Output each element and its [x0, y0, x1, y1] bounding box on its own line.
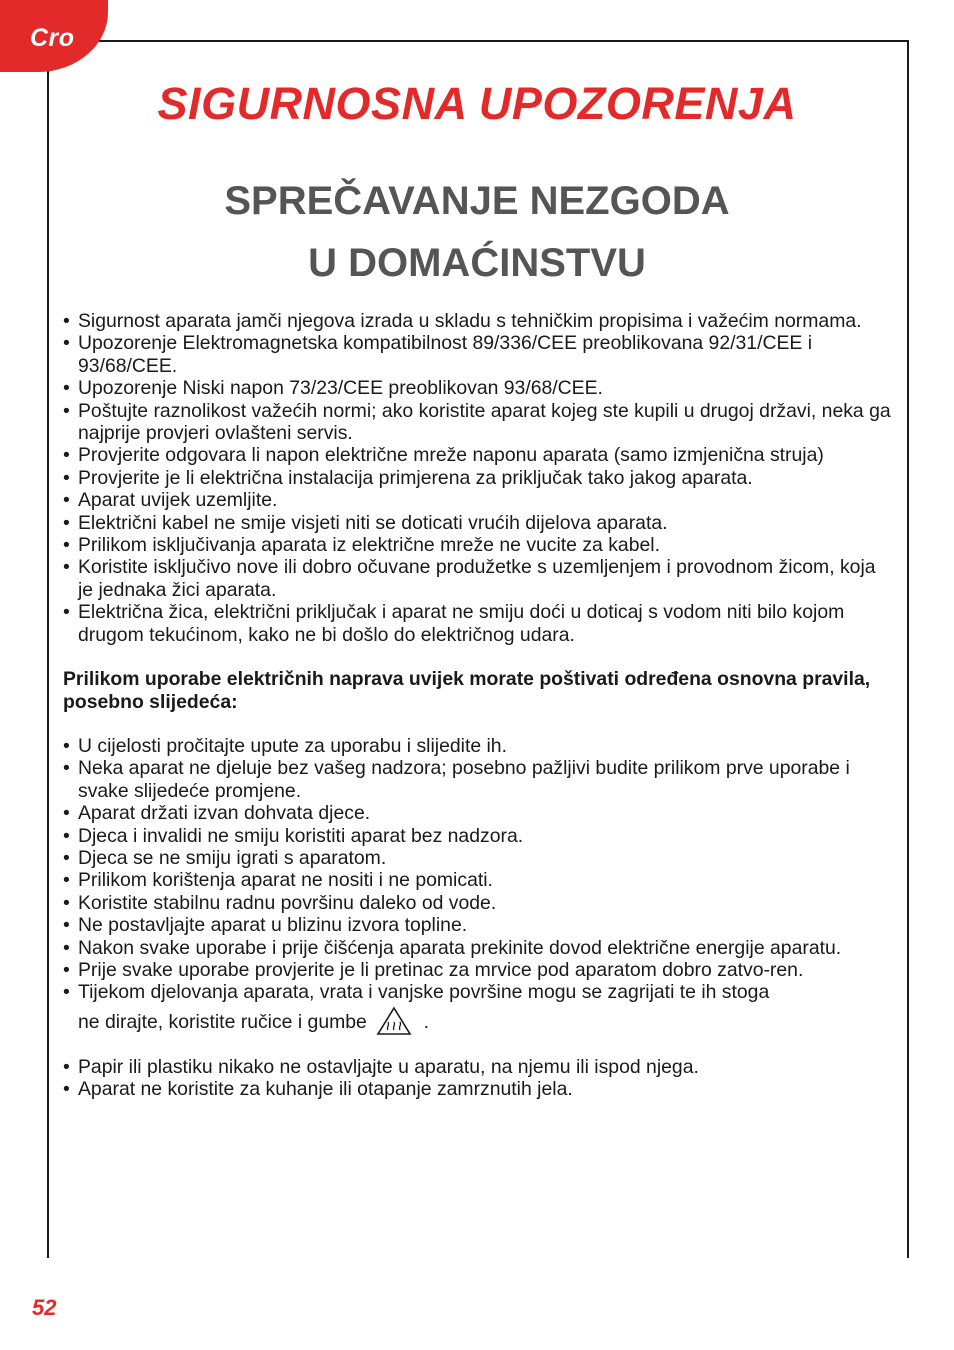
page-number: 52 — [32, 1295, 57, 1320]
section-subtitle — [0, 170, 954, 294]
list-item: • Električna žica, električni priključak i aparat ne smiju doći u doticaj s vodom niti bilo kojom drugom tekućinom, kako ne bi došlo do električnog udara. — [63, 601, 893, 646]
document-body — [63, 310, 893, 1101]
list-item: • Prije svake uporabe provjerite je li pretinac za mrvice pod aparatom dobro zatvo-ren. — [63, 959, 893, 981]
list-item: • Djeca i invalidi ne smiju koristiti aparat bez nadzora. — [63, 825, 893, 847]
hot-warning-end: . — [423, 1010, 430, 1033]
list-item: • Električni kabel ne smije visjeti niti se doticati vrućih dijelova aparata. — [63, 512, 893, 534]
list-item: • Aparat ne koristite za kuhanje ili otapanje zamrznutih jela. — [63, 1078, 893, 1100]
list-item: • Papir ili plastiku nikako ne ostavljajte u aparatu, na njemu ili ispod njega. — [63, 1056, 893, 1078]
list-item: • Provjerite je li električna instalacija primjerena za priključak tako jakog aparata. — [63, 467, 893, 489]
list-item: • Aparat uvijek uzemljite. — [63, 489, 893, 511]
list-item: • Djeca se ne smiju igrati s aparatom. — [63, 847, 893, 869]
list-item: • Prilikom korištenja aparat ne nositi i ne pomicati. — [63, 869, 893, 891]
list-item: • Aparat držati izvan dohvata djece. — [63, 802, 893, 824]
list-item: • U cijelosti pročitajte upute za uporabu i slijedite ih. — [63, 735, 893, 757]
list-item: • Ne postavljajte aparat u blizinu izvora topline. — [63, 914, 893, 936]
list-item: • Prilikom isključivanja aparata iz električne mreže ne vucite za kabel. — [63, 534, 893, 556]
list-item: • Nakon svake uporabe i prije čišćenja aparata prekinite dovod električne energije aparatu. — [63, 937, 893, 959]
list-item-hot-surface — [63, 981, 893, 1047]
usage-rules-intro: Prilikom uporabe električnih naprava uvijek morate poštivati određena osnovna pravila, posebno slijedeća: — [63, 668, 871, 713]
language-label: Cro — [30, 24, 75, 52]
safety-list-usage — [63, 735, 893, 1048]
list-item: • Koristite stabilnu radnu površinu daleko od vode. — [63, 892, 893, 914]
safety-list-general — [63, 310, 893, 646]
subtitle-line-2: U DOMAĆINSTVU — [308, 241, 646, 285]
list-item: • Upozorenje Niski napon 73/23/CEE preoblikovan 93/68/CEE. — [63, 377, 893, 399]
page-title: SIGURNOSNA UPOZORENJA — [157, 78, 797, 129]
hot-warning-line-1: Tijekom djelovanja aparata, vrata i vanjske površine mogu se zagrijati te ih stoga — [78, 981, 770, 1004]
safety-list-final — [63, 1056, 893, 1101]
hot-warning-line-2: ne dirajte, koristite ručice i gumbe — [78, 1010, 367, 1033]
list-item: • Provjerite odgovara li napon električne mreže naponu aparata (samo izmjenična struja) — [63, 444, 893, 466]
hot-surface-warning-icon — [376, 1006, 412, 1048]
subtitle-line-1: SPREČAVANJE NEZGODA — [224, 179, 730, 223]
list-item: • Sigurnost aparata jamči njegova izrada u skladu s tehničkim propisima i važećim normama. — [63, 310, 893, 332]
list-item: • Upozorenje Elektromagnetska kompatibilnost 89/336/CEE preoblikovana 92/31/CEE i 93/68/CEE. — [63, 332, 893, 377]
list-item: • Koristite isključivo nove ili dobro očuvane produžetke s uzemljenjem i provodnom žicom, koja je jednaka žici aparata. — [63, 556, 893, 601]
list-item: • Neka aparat ne djeluje bez vašeg nadzora; posebno pažljivi budite prilikom prve uporabe i svake slijedeće promjene. — [63, 757, 893, 802]
list-item: • Poštujte raznolikost važećih normi; ako koristite aparat kojeg ste kupili u drugoj državi, neka ga najprije provjeri ovlašteni servis. — [63, 400, 893, 445]
